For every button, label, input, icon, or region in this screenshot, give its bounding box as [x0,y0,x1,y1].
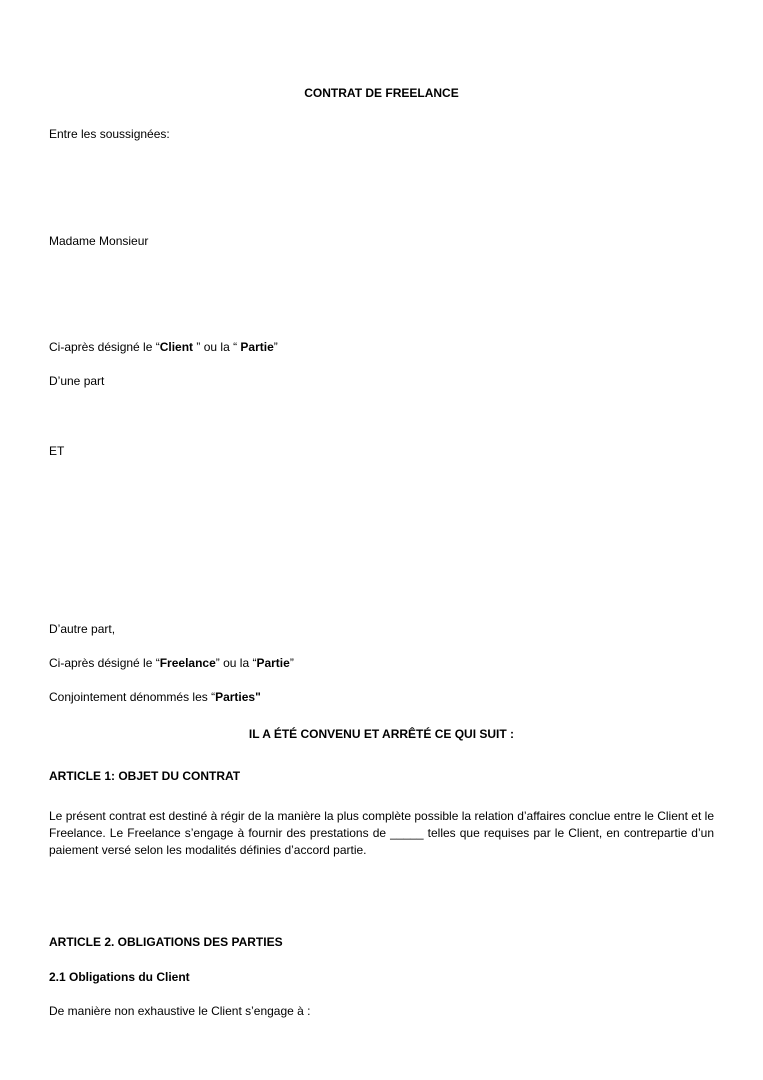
article2-sub1-intro: De manière non exhaustive le Client s’engage à : [49,1004,311,1018]
client-name: Madame Monsieur [49,234,149,248]
partie-term-2: Partie [256,656,290,670]
jointly-prefix: Conjointement dénommés les “ [49,690,216,704]
freelance-designation [49,656,294,670]
article1-body: Le présent contrat est destiné à régir de la manière la plus complète possible la relation d’affaires conclue entre le Client et le Freelance. Le Freelance s’engage à fournir des prestations de _____ telles que requises par le Client, en contrepartie d’un paiement versé selon les modalités définies d’accord partie. [49,809,714,857]
partie-term: Partie [240,340,274,354]
freelance-term: Freelance [159,656,216,670]
client-designation [49,340,278,354]
client-designation-suffix: ” [273,340,278,354]
one-part-text: D’une part [49,374,105,388]
jointly-text [49,690,261,704]
parties-term: Parties" [215,690,261,704]
agreed-heading: IL A ÉTÉ CONVENU ET ARRÊTÉ CE QUI SUIT : [248,727,515,741]
client-designation-middle: ” ou la “ [193,340,241,354]
document-title: CONTRAT DE FREELANCE [304,86,459,100]
between-text: Entre les soussignées: [49,127,170,141]
article1-heading: ARTICLE 1: OBJET DU CONTRAT [49,769,241,783]
freelance-designation-middle: ” ou la “ [215,656,257,670]
and-text: ET [49,444,65,458]
article2-sub1-heading: 2.1 Obligations du Client [49,970,190,984]
client-term: Client [159,340,194,354]
client-designation-prefix: Ci-après désigné le “ [49,340,160,354]
freelance-designation-suffix: ” [289,656,294,670]
article2-heading: ARTICLE 2. OBLIGATIONS DES PARTIES [49,935,283,949]
other-part-text: D’autre part, [49,622,116,636]
freelance-designation-prefix: Ci-après désigné le “ [49,656,160,670]
